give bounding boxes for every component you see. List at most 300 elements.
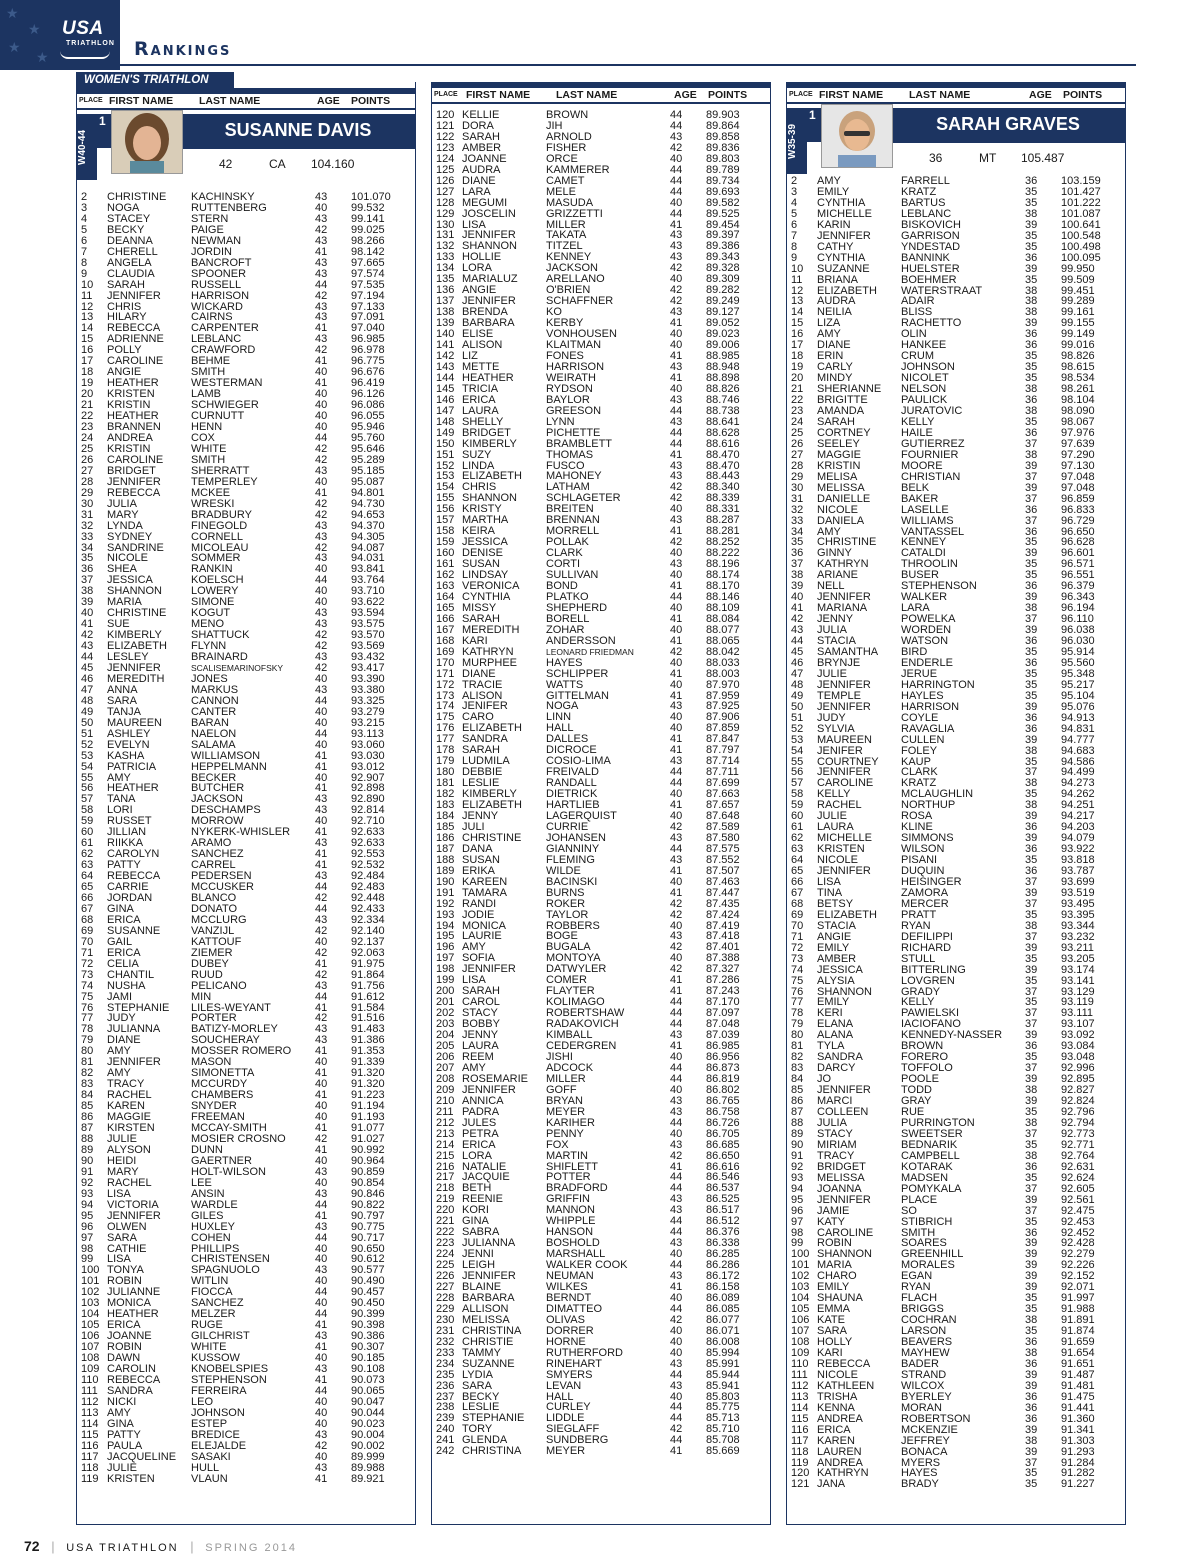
age: 42 [670,897,683,910]
first-name: ROBIN [107,1341,142,1354]
first-name: ELIZABETH [462,799,522,812]
first-name: MARTHA [462,514,509,527]
first-name: KRISTIN [107,399,151,412]
last-name: TAKATA [546,229,587,242]
first-name: TEMPLE [817,689,862,702]
first-name: SYDNEY [107,530,153,543]
place: 77 [791,996,804,1009]
ranking-row [787,1195,1125,1206]
place: 182 [436,788,455,801]
place: 152 [436,459,455,472]
place-header: PLACE [79,97,103,104]
place: 194 [436,919,455,932]
first-name: EVELYN [107,738,150,751]
age: 43 [315,300,328,313]
age: 40 [670,1335,683,1348]
last-name: BITTERLING [901,963,966,976]
points: 96.126 [351,388,385,401]
last-name: BOEHMER [901,273,957,286]
age: 35 [1025,952,1038,965]
age: 36 [1025,656,1038,669]
age: 42 [670,284,683,297]
points: 88.174 [706,569,740,582]
last-name: JISHI [546,1050,573,1063]
age: 42 [670,141,683,154]
points: 92.152 [1061,1270,1095,1283]
age: 40 [670,810,683,822]
points: 94.203 [1061,821,1095,834]
last-name: BECKER [191,771,237,784]
place: 112 [791,1379,809,1392]
last-name: BRENNAN [546,514,600,527]
last-name: CURRIE [546,820,589,833]
points: 87.575 [706,842,740,855]
place: 5 [81,223,88,236]
first-name: CATHY [817,240,854,253]
first-name: EMILY [817,996,850,1009]
points: 91.223 [351,1089,385,1102]
age: 41 [315,1089,328,1102]
place: 100 [791,1248,810,1261]
first-name: JENNIFER [107,1056,161,1069]
last-name: HARRISON [546,360,605,373]
age: 42 [315,1132,328,1145]
last-name: JACKSON [191,793,243,806]
place: 42 [791,613,804,626]
place: 121 [436,119,455,132]
first-name: MURPHEE [462,656,518,669]
age: 35 [1025,415,1038,428]
last-name: CURLEY [546,1401,591,1414]
first-name: AMANDA [817,405,865,418]
first-name: JENNIFER [817,591,871,604]
last-name: CORNELL [191,530,243,543]
first-name-header: FIRST NAME [109,95,174,107]
points: 97.290 [1061,448,1095,461]
first-name: JO [817,1073,832,1086]
place: 218 [436,1182,455,1195]
age: 41 [670,612,683,625]
last-name: LEBLANC [901,207,952,220]
first-name: LIZA [817,317,841,330]
first-name: KATHRYN [462,645,514,658]
points: 93.232 [1061,930,1095,943]
last-name: MCKEE [191,486,231,499]
first-name: GINA [107,1417,134,1430]
first-name: MEREDITH [107,672,165,685]
place: 164 [436,590,455,603]
first-name: KRISTEN [107,388,155,401]
place: 5 [791,207,798,220]
winner-name: SUSANNE DAVIS [224,120,372,140]
age-header: AGE [1029,89,1052,101]
first-name: KARI [817,1346,843,1359]
last-name: VANZIJL [191,924,235,937]
first-name: ERICA [462,393,496,406]
points: 92.279 [1061,1248,1095,1261]
age: 40 [315,1406,328,1419]
place: 54 [791,744,804,757]
age: 37 [1025,985,1038,998]
points: 97.048 [1061,481,1095,494]
first-name: JUDY [817,711,846,724]
points: 86.338 [706,1237,740,1250]
place: 45 [81,661,94,674]
age: 44 [315,574,328,587]
place: 97 [791,1215,804,1228]
points: 85.713 [706,1412,740,1425]
age: 44 [670,996,683,1009]
first-name: KIRSTEN [107,1122,155,1135]
first-name: CATHIE [107,1242,147,1255]
first-name: LESLIE [462,1401,500,1414]
last-name: PAIGE [191,223,224,236]
age: 35 [1025,372,1038,385]
place: 186 [436,831,455,844]
place: 75 [81,990,94,1003]
place: 130 [436,218,455,231]
age: 40 [670,152,683,165]
first-name: LORI [107,804,133,817]
age: 42 [315,223,328,236]
first-name: DAWN [107,1352,141,1365]
first-name: DANIELLE [817,492,871,505]
last-name: WHITE [191,1341,227,1354]
last-name: BANNINK [901,251,950,264]
place: 231 [436,1324,455,1337]
last-name: NELSON [901,383,947,396]
first-name: JENNIFER [462,295,516,308]
first-name: JESSICA [462,536,508,549]
last-name: ARELLANO [546,273,605,286]
last-name: GRAY [901,1095,932,1108]
last-name: WHIPPLE [546,1215,596,1228]
last-name: KACHINSKY [191,191,255,203]
last-name: NAELON [191,727,237,740]
age: 41 [670,733,683,746]
age: 40 [670,1346,683,1359]
place: 147 [436,404,455,417]
place: 11 [81,289,93,302]
last-name: SWEETSER [901,1127,963,1140]
first-name: HEATHER [462,371,514,384]
first-name: LINDSAY [462,569,509,582]
points: 88.109 [706,601,740,614]
last-name: STULL [901,952,936,965]
last-name: ANSIN [191,1187,225,1200]
age: 44 [670,163,683,176]
place: 157 [436,514,455,527]
age: 43 [670,700,683,713]
first-name-header: FIRST NAME [466,89,531,101]
age: 42 [315,1012,328,1025]
last-name: MCCURDY [191,1078,248,1091]
place: 20 [81,388,94,401]
points: 88.738 [706,404,740,417]
points: 89.525 [706,207,740,220]
points: 91.891 [1061,1314,1095,1327]
last-name: HARTLIEB [546,799,600,812]
first-name: KENNA [817,1401,855,1414]
age: 43 [315,311,328,324]
last-name: WESTERMAN [191,377,263,390]
place: 104 [81,1308,100,1321]
first-name: COURTNEY [817,755,879,768]
ranking-row [787,1436,1125,1447]
first-name: EMILY [817,941,850,954]
points: 96.601 [1061,547,1095,560]
age: 40 [315,1111,328,1124]
age: 44 [670,1061,683,1074]
points: 93.141 [1061,974,1095,987]
first-name: RANDI [462,897,497,910]
age: 43 [315,1330,328,1343]
last-name: MARTIN [546,1149,588,1162]
points: 92.824 [1061,1095,1095,1108]
place: 122 [436,130,455,143]
first-name: CHANTIL [107,968,155,981]
points: 88.084 [706,612,740,625]
ranking-rows [432,104,770,1457]
place: 241 [436,1434,455,1447]
last-name: HEISINGER [901,876,962,888]
place: 70 [81,935,94,948]
points: 90.717 [351,1231,385,1244]
last-name: PRATT [901,908,937,921]
points: 98.615 [1061,361,1095,374]
points: 89.803 [706,152,740,165]
first-name: SHEA [107,563,137,576]
age: 41 [670,799,683,812]
place: 23 [791,405,804,418]
points: 93.764 [351,574,385,587]
first-name: NELL [817,580,845,593]
points: 99.025 [351,223,385,236]
place: 53 [81,749,94,762]
age: 41 [315,957,328,970]
first-name: HOLLIE [462,251,502,264]
last-name: SANCHEZ [191,1297,244,1310]
points: 92.907 [351,771,385,784]
age: 43 [315,333,328,346]
place: 86 [791,1095,804,1108]
first-name: TRACY [817,1149,855,1162]
place: 204 [436,1029,455,1042]
age: 40 [315,596,328,609]
points: 93.395 [1061,908,1095,921]
points: 93.205 [1061,952,1095,965]
last-name: CHRISTENSEN [191,1253,270,1266]
points: 91.193 [351,1111,385,1124]
place: 160 [436,547,455,560]
points: 85.708 [706,1434,740,1447]
age: 43 [670,1204,683,1217]
age: 44 [670,1368,683,1381]
last-name: YNDESTAD [901,240,961,253]
age: 41 [315,782,328,795]
place: 133 [436,251,455,264]
last-name: MORRELL [546,525,600,538]
points: 86.705 [706,1127,740,1140]
points: 90.854 [351,1176,385,1189]
place: 38 [81,585,94,598]
place: 68 [81,913,94,926]
points: 92.796 [1061,1106,1095,1119]
age: 40 [315,475,328,488]
last-name: BERNDT [546,1291,592,1304]
first-name: ROBIN [107,1275,142,1288]
age-header: AGE [674,89,697,101]
last-name: DONATO [191,902,238,915]
first-name: ANGIE [462,284,497,297]
points: 88.641 [706,415,740,428]
last-name: GILCHRIST [191,1330,250,1343]
ranking-row [77,280,415,291]
age: 35 [1025,1215,1038,1228]
place: 173 [436,689,455,702]
points: 91.284 [1061,1456,1095,1469]
last-name: MILLER [546,218,586,231]
points: 91.077 [351,1122,385,1135]
first-name: ERICA [817,1423,851,1436]
points: 93.594 [351,607,385,620]
place: 49 [81,705,94,718]
last-name: BELK [901,481,930,494]
last-name: BAYLOR [546,393,590,406]
last-name: HUELSTER [901,262,960,275]
age: 44 [670,777,683,790]
last-name: KENNEY [901,536,947,549]
last-name: GUTIERREZ [901,437,965,450]
age: 43 [670,1379,683,1392]
age: 36 [1025,328,1038,341]
first-name: SANDRA [462,733,508,746]
points: 93.390 [351,672,385,685]
last-name: WATSON [901,635,949,648]
last-name: GRIFFIN [546,1193,590,1206]
first-name: JENNIFER [817,700,871,713]
last-name: SIEGLAFF [546,1423,600,1436]
age: 40 [315,1253,328,1266]
last-name: SMITH [901,1226,936,1239]
age: 41 [670,985,683,998]
first-name: ELIZABETH [462,722,522,735]
place: 35 [81,552,94,565]
ranking-row [432,209,770,220]
last-name: MARKUS [191,683,239,696]
age: 36 [1025,821,1038,834]
place: 64 [81,870,94,883]
age: 35 [1025,974,1038,987]
last-name: KATTOUF [191,935,242,948]
last-name: SULLIVAN [546,569,599,582]
first-name: JILLIAN [107,826,147,839]
last-name: COSIO-LIMA [546,755,611,768]
last-name: SIMMONS [901,832,954,845]
points: 93.092 [1061,1029,1095,1042]
last-name: PURRINGTON [901,1116,975,1129]
place: 188 [436,853,455,866]
last-name: LAGERQUIST [546,810,617,822]
place: 3 [81,201,88,214]
first-name: JULIANNE [107,1286,161,1299]
place: 232 [436,1335,455,1348]
points: 96.038 [1061,624,1095,637]
last-name: KO [546,306,562,319]
last-name: WILLIAMSON [191,749,261,762]
age: 43 [670,1270,683,1283]
first-name: LESLIE [462,777,500,790]
age: 42 [670,645,683,658]
points: 87.648 [706,810,740,822]
place: 206 [436,1050,455,1063]
place: 109 [81,1362,100,1375]
place: 139 [436,317,455,330]
last-name: GILES [191,1209,224,1222]
place: 2 [81,191,88,203]
points: 93.113 [351,727,384,740]
first-name: KASHA [107,749,145,762]
last-name: BONACA [901,1445,948,1458]
place: 125 [436,163,455,176]
rankings-column-3 [786,82,1126,1525]
points: 89.921 [351,1472,385,1485]
place: 91 [81,1165,94,1178]
first-name: MEREDITH [462,623,520,636]
last-name: FUSCO [546,459,585,472]
points: 86.537 [706,1182,740,1195]
ranking-row [787,264,1125,275]
last-name: CEDERGREN [546,1040,617,1053]
points: 94.586 [1061,755,1095,768]
points: 93.048 [1061,1051,1095,1064]
points: 92.433 [351,902,385,915]
age: 39 [1025,1423,1038,1436]
age: 39 [1025,459,1038,472]
age: 42 [670,1423,683,1436]
place: 166 [436,612,455,625]
last-name: SOARES [901,1237,947,1250]
place: 112 [81,1395,99,1408]
first-name: JENNIFER [817,1193,871,1206]
age: 40 [670,382,683,395]
last-name: DUBEY [191,957,229,970]
last-name: JURATOVIC [901,405,963,418]
last-name: KENNEDY-NASSER [901,1029,1003,1042]
points: 85.669 [706,1445,740,1458]
points: 86.089 [706,1291,740,1304]
last-name: CANNON [191,694,239,707]
last-name: SCHLIPPER [546,667,609,680]
points: 87.401 [706,941,740,954]
points: 86.685 [706,1138,740,1151]
points: 92.996 [1061,1062,1095,1075]
ranking-row [432,1118,770,1129]
column-header [432,88,770,104]
age: 36 [1025,175,1038,187]
points: 103.159 [1061,175,1101,187]
place: 105 [791,1303,810,1316]
place: 165 [436,601,455,614]
points: 98.261 [1061,383,1095,396]
last-name: BISKOVICH [901,218,961,231]
age: 40 [315,1242,328,1255]
ranking-row [77,1233,415,1244]
last-name: SCHLAGETER [546,492,621,505]
points: 101.070 [351,191,391,203]
place: 92 [81,1176,94,1189]
last-name: DEFILIPPI [901,930,953,943]
